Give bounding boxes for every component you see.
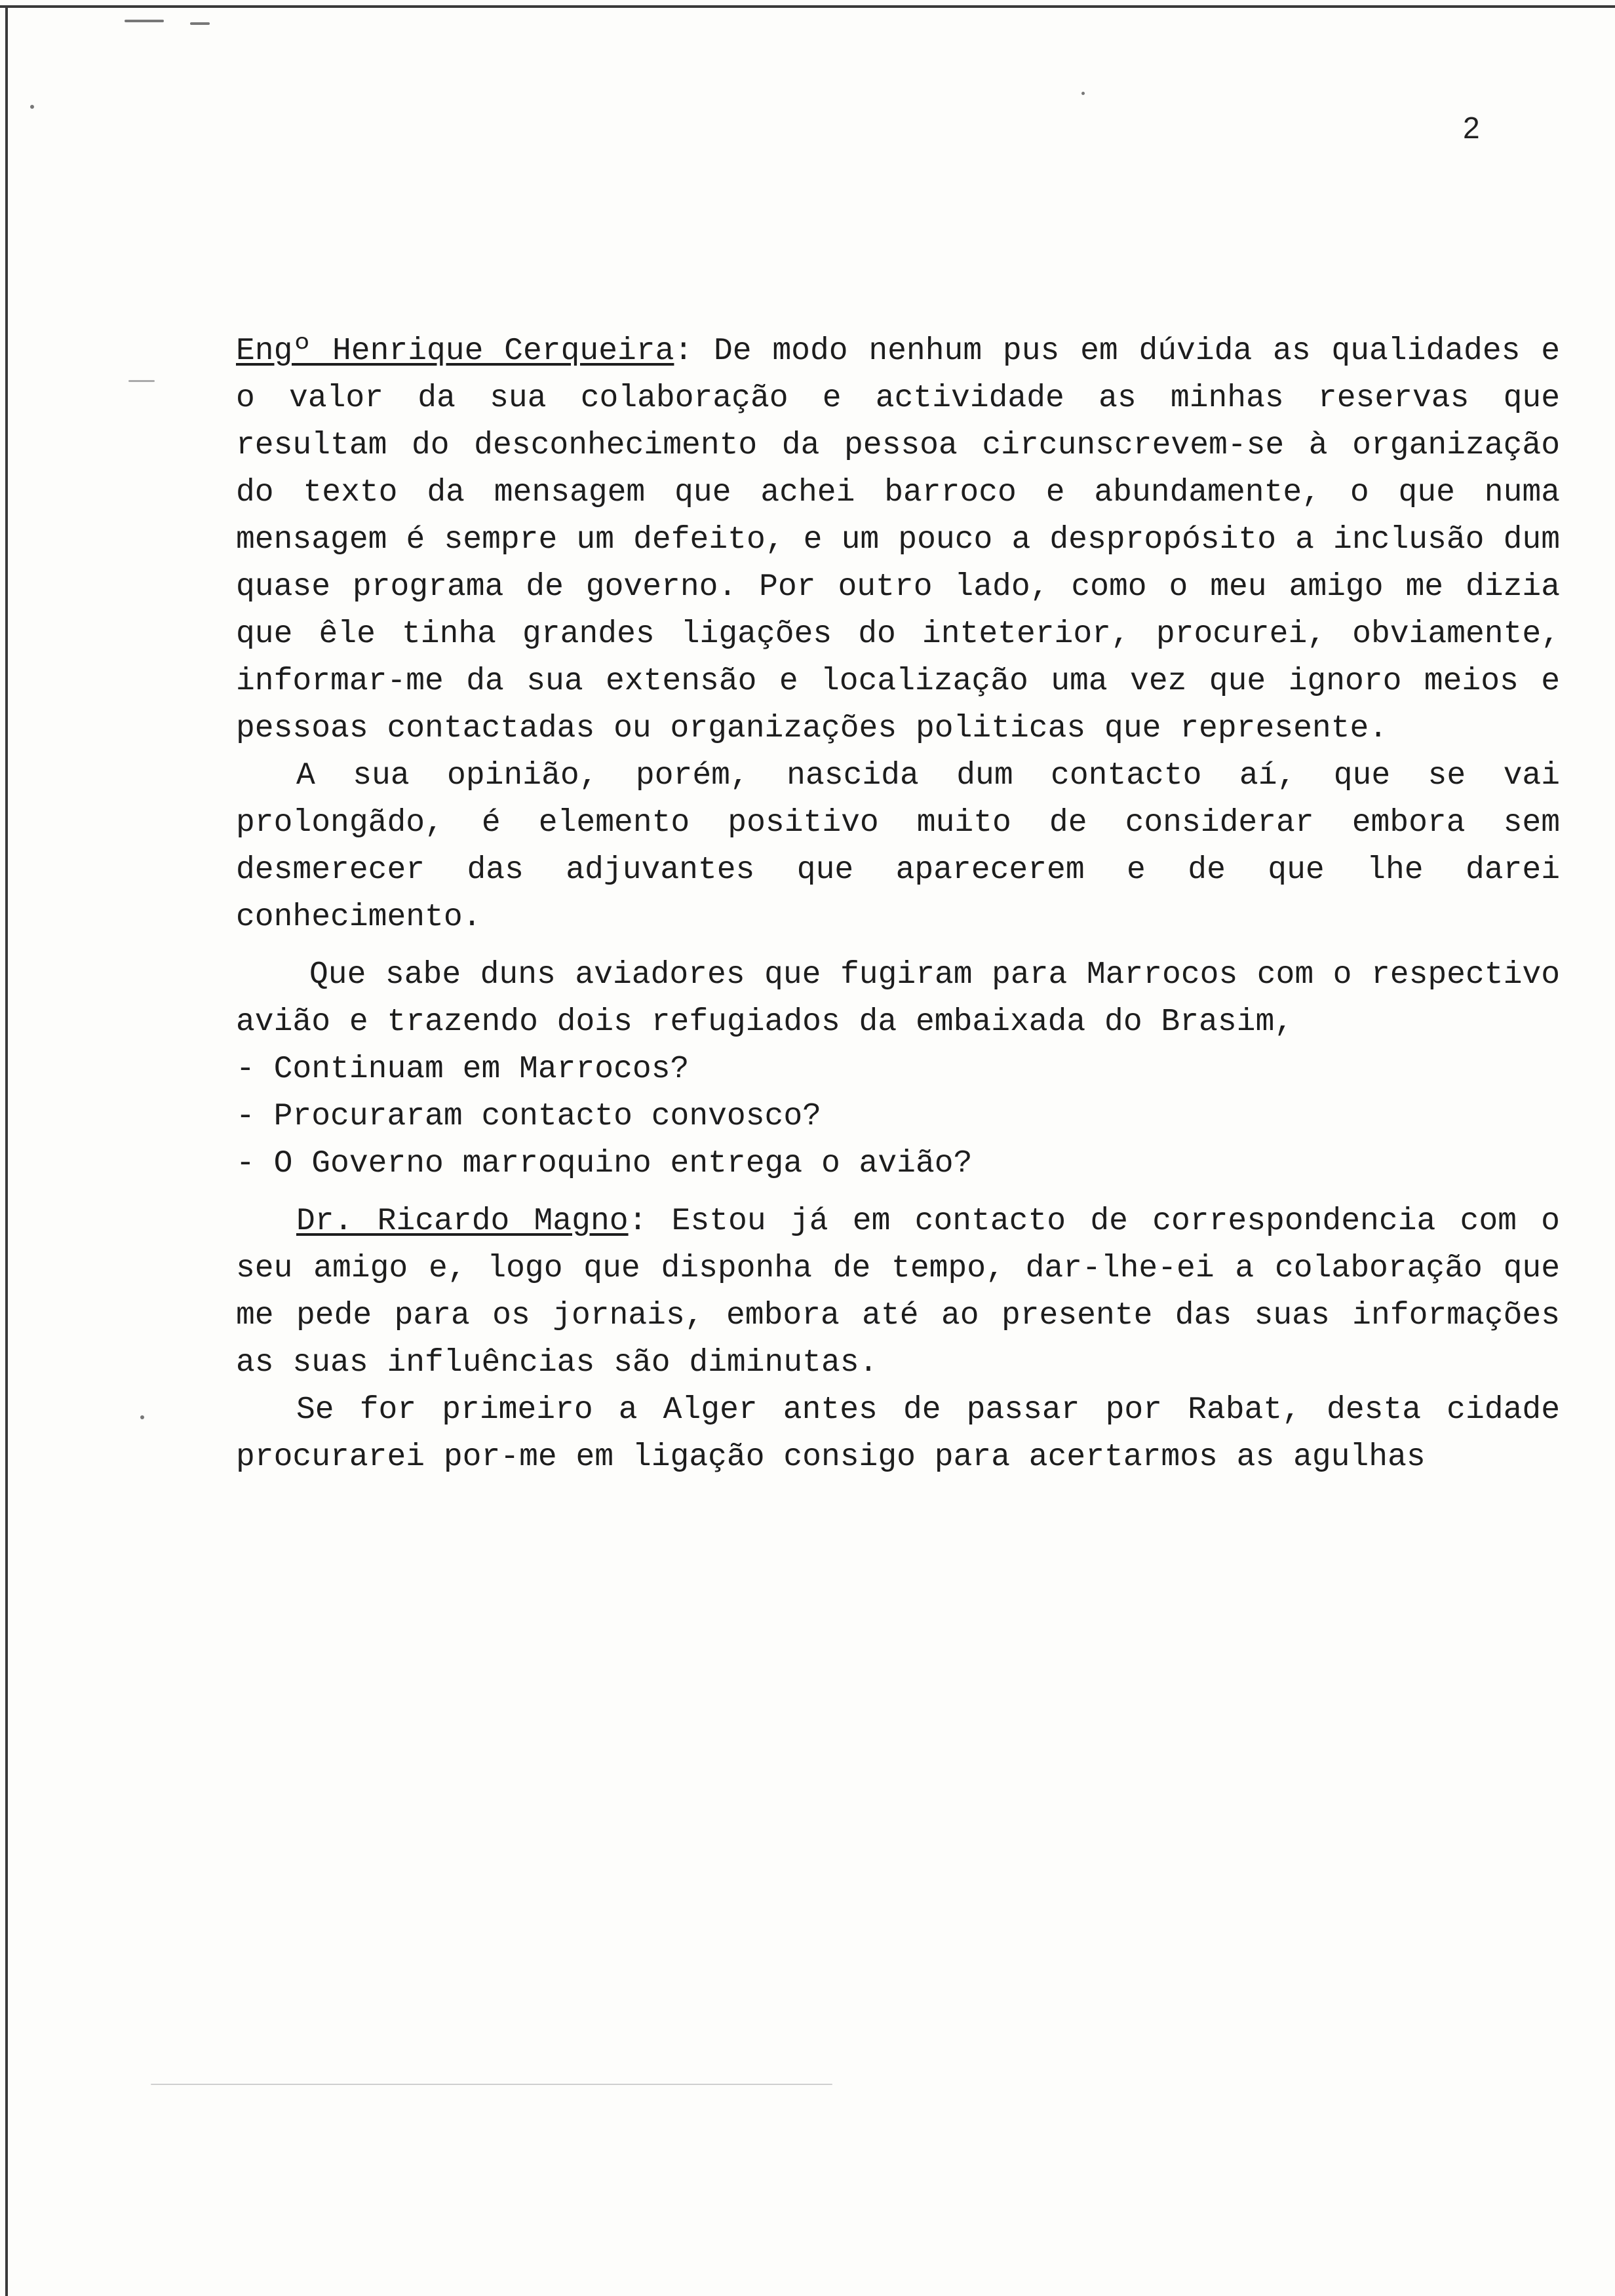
paragraph-text: : Estou já em contacto de correspondencia com o seu amigo e, logo que disponha de tempo, dar-lhe-ei a colaboração que me pede para os jornais, embora até ao presente das suas informações as suas influências são diminutas. xyxy=(236,1204,1560,1381)
list-item: - O Governo marroquino entrega o avião? xyxy=(236,1146,973,1181)
list-item: - Procuraram contacto convosco? xyxy=(236,1099,821,1134)
paragraph-gap xyxy=(236,1187,1560,1198)
list-item: - Continuam em Marrocos? xyxy=(236,1052,690,1087)
page-number: 2 xyxy=(1463,111,1480,145)
paragraph-4 xyxy=(236,1198,1560,1387)
paragraph-5: Se for primeiro a Alger antes de passar por Rabat, desta cidade procurarei por-me em ligação consigo para acertarmos as agulhas xyxy=(236,1392,1560,1475)
paragraph-text: : De modo nenhum pus em dúvida as qualidades e o valor da sua colaboração e actividade as minhas reservas que resultam do desconhecimento da pessoa circunscrevem-se à organização do texto da mensagem que achei barroco e abundamente, o que numa mensagem é sempre um defeito, e um pouco a despropósito a inclusão dum quase programa de governo. Por outro lado, como o meu amigo me dizia que êle tinha grandes ligações do inteterior, procurei, obviamente, informar-me da sua extensão e localização uma vez que ignoro meios e pessoas contactadas ou organizações politicas que represente. xyxy=(236,334,1561,746)
scan-edge-left xyxy=(5,5,8,2296)
paragraph-gap xyxy=(236,941,1560,951)
speaker-name: Dr. Ricardo Magno xyxy=(296,1204,629,1239)
scan-speck xyxy=(30,105,34,109)
document-body xyxy=(236,328,1560,1481)
scan-speck xyxy=(140,1415,144,1419)
scan-edge-top xyxy=(0,5,1615,8)
paragraph-3: Que sabe duns aviadores que fugiram para Marrocos com o respectivo avião e trazendo dois refugiados da embaixada do Brasim, xyxy=(236,957,1560,1040)
paragraph-2: A sua opinião, porém, nascida dum contacto aí, que se vai prolongãdo, é elemento positivo muito de considerar embora sem desmerecer das adjuvantes que aparecerem e de que lhe darei conhecimento. xyxy=(236,758,1560,935)
speaker-name: Engº Henrique Cerqueira xyxy=(236,334,674,369)
paragraph-1 xyxy=(236,328,1560,752)
question-list xyxy=(236,1046,1560,1187)
scan-speck xyxy=(190,22,210,25)
scan-speck xyxy=(151,2084,832,2085)
scan-speck xyxy=(1081,92,1085,95)
scan-speck xyxy=(125,20,164,22)
scan-speck xyxy=(128,380,155,382)
